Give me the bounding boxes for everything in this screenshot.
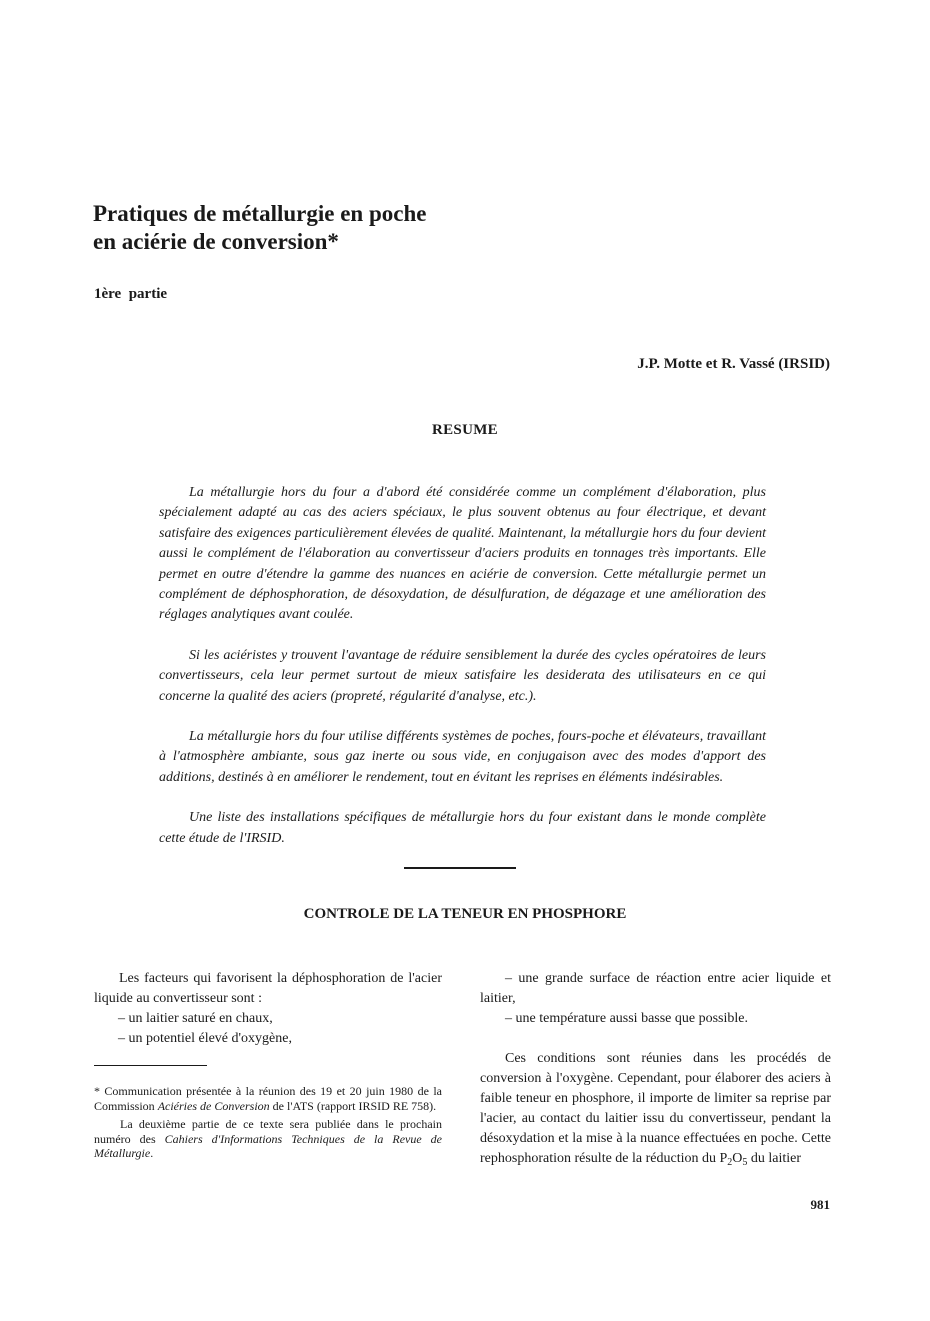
abstract-paragraph: Si les aciéristes y trouvent l'avantage de réduire sensiblement la durée des cycles opératoires de leurs convertisseurs, cela leur permet surtout de mieux satisfaire les desiderata des utilisateurs en ce qui concerne la qualité des aciers (propreté, régularité d'analyse, etc.). [159,647,766,704]
page-number: 981 [810,1197,830,1212]
abstract-paragraph: La métallurgie hors du four utilise différents systèmes de poches, fours-poche et élévateurs, travaillant à l'atmosphère ambiante, sous gaz inerte ou sous vide, en conjugaison avec des modes d'apport des additions, destinés à en améliorer le rendement, tout en évitant les reprises en éléments indésirables. [159,729,766,785]
footnote-2 [94,1117,442,1161]
abstract [159,483,766,869]
article-title-line-1: Pratiques de métallurgie en poche [93,201,427,226]
list-item: – un laitier saturé en chaux, [118,1011,273,1026]
list-item: – un potentiel élevé d'oxygène, [118,1031,292,1046]
footnote-1 [94,1084,442,1113]
body-paragraph [480,1049,831,1173]
right-column [480,969,831,1173]
footnote-emphasis: Aciéries de Conversion [157,1098,270,1113]
body-text: du laitier [750,1151,802,1166]
article-title [93,200,693,256]
formula-element: O [732,1151,743,1166]
footnote-text: de l'ATS (rapport IRSID RE 758). [272,1098,437,1113]
footnote-text: . [150,1146,154,1160]
authors: J.P. Motte et R. Vassé (IRSID) [637,356,830,372]
footnote-divider [94,1065,207,1066]
footnote-emphasis: Cahiers d'Informations Techniques de la Revue de Métallurgie [94,1131,442,1160]
formula-subscript: 2 [727,1157,733,1168]
list-item: – une température aussi basse que possible. [505,1011,748,1026]
footnote-text: La deuxième partie de ce texte sera publiée dans le prochain numéro des [94,1117,442,1146]
resume-heading: RESUME [432,422,498,438]
body-text: Ces conditions sont réunies dans les procédés de conversion à l'oxygène. Cependant, pour élaborer des aciers à faible teneur en phosphore, il importe de limiter sa reprise par l'acier, au contact du laitier issu du convertisseur, pendant la désoxydation et la mise à la nuance effectuées en poche. Cette rephosphoration résulte de la réduction du [480,1051,831,1166]
section-heading: CONTROLE DE LA TENEUR EN PHOSPHORE [303,906,627,922]
body-paragraph: Les facteurs qui favorisent la déphosphoration de l'acier liquide au convertisseur sont : [94,971,442,1006]
footnotes [94,1084,442,1165]
left-column [94,969,442,1049]
abstract-paragraph: Une liste des installations spécifiques de métallurgie hors du four existant dans le monde complète cette étude de l'IRSID. [159,810,766,846]
chemical-formula [719,1151,747,1166]
article-part: 1ère partie [94,286,168,302]
list-item: – une grande surface de réaction entre acier liquide et laitier, [480,971,831,1006]
section-divider [404,867,516,869]
article-title-line-2: en aciérie de conversion* [93,229,339,254]
formula-subscript: 5 [742,1157,748,1168]
formula-element: P [719,1151,728,1166]
footnote-text: * Communication présentée à la réunion des 19 et 20 juin 1980 de la Commission [94,1084,442,1113]
abstract-paragraph: La métallurgie hors du four a d'abord été considérée comme un complément d'élaboration, plus spécialement adapté au cas des aciers spéciaux, le plus souvent obtenus au four électrique, et devant satisfaire des exigences particulièrement élevées de qualité. Maintenant, la métallurgie hors du four devient aussi le complément de l'élaboration au convertisseur d'aciers produits en tonnages très importants. Elle permet en outre d'étendre la gamme des nuances en aciérie de conversion. Cette métallurgie permet un complément de déphosphoration, de désoxydation, de désulfuration, de dégazage et une amélioration des réglages analytiques avant coulée. [159,485,766,623]
